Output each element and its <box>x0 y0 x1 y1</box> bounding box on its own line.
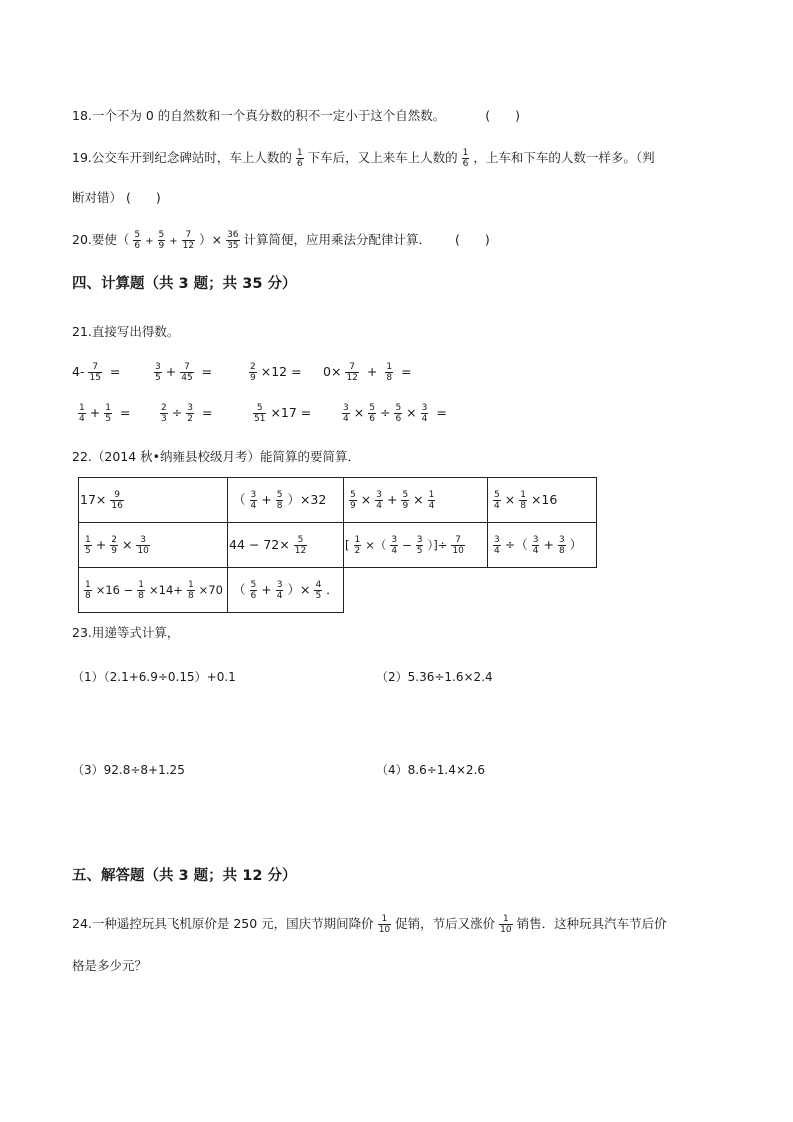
table-cell: （ $\frac{5}{6}$ + $\frac{3}{4}$ ）× $\frac{4}{5}$ ． <box>228 568 344 613</box>
calc-item: $\frac{3}{5}$ + $\frac{7}{45}$ = <box>155 362 213 383</box>
section-5-heading: 五、解答题（共 3 题；共 12 分） <box>72 868 297 884</box>
table-cell: 17× $\frac{9}{16}$ <box>79 478 228 523</box>
question-19 <box>72 148 655 169</box>
question-19-text-2: 下车后，又上来车上人数的 <box>307 150 458 165</box>
q23-item-1: （1）（2.1+6.9÷0.15）+0.1 <box>72 670 236 684</box>
empty-cell <box>344 568 488 613</box>
calc-item: $\frac{1}{4}$ + $\frac{1}{5}$ = <box>79 403 131 424</box>
question-18 <box>72 106 519 126</box>
question-20-prefix: 20.要使（ <box>72 232 130 247</box>
fraction: $\frac{36}{35}$ <box>227 230 239 251</box>
table-cell: [ $\frac{1}{2}$ ×（ $\frac{3}{4}$ − $\frac{3}{5}$ ）]÷ $\frac{7}{10}$ <box>344 523 488 568</box>
calc-item: $\frac{2}{3}$ ÷ $\frac{3}{2}$ = <box>161 403 213 424</box>
calc-item: $\frac{3}{4}$ × $\frac{5}{6}$ ÷ $\frac{5}{6}$ × $\frac{3}{4}$ = <box>343 403 447 424</box>
question-20: 20.要使（ $\frac{5}{6}$ + $\frac{5}{9}$ + $\frac{7}{12}$ ）× $\frac{36}{35}$ 计算简便，应用乘法分配律计算． ( ) <box>72 230 490 251</box>
section-4-heading: 四、计算题（共 3 题；共 35 分） <box>72 276 297 292</box>
table-cell: $\frac{1}{5}$ + $\frac{2}{9}$ × $\frac{3}{10}$ <box>79 523 228 568</box>
question-18-text: 18.一个不为 0 的自然数和一个真分数的积不一定小于这个自然数。 <box>72 108 446 123</box>
fraction: $\frac{5}{9}$ <box>158 230 165 251</box>
fraction: $\frac{5}{6}$ <box>134 230 141 251</box>
calc-item: $\frac{5}{51}$ ×17 = <box>254 403 312 424</box>
table-cell: $\frac{5}{9}$ × $\frac{3}{4}$ + $\frac{5}{9}$ × $\frac{1}{4}$ <box>344 478 488 523</box>
table-cell: $\frac{1}{8}$ ×16 − $\frac{1}{8}$ ×14+ $\frac{1}{8}$ ×70 <box>79 568 228 613</box>
calc-item: 0× $\frac{7}{12}$ + $\frac{1}{8}$ = <box>323 362 412 383</box>
fraction: $\frac{7}{12}$ <box>182 230 195 251</box>
answer-blank[interactable]: ( ) <box>485 108 521 123</box>
fraction: $\frac{1}{6}$ <box>296 148 303 169</box>
q23-item-2: （2）5.36÷1.6×2.4 <box>376 670 493 684</box>
question-23-title: 23.用递等式计算， <box>72 625 180 640</box>
question-22-title: 22.（2014 秋•纳雍县校级月考）能简算的要简算． <box>72 449 361 464</box>
calculation-table <box>78 477 597 613</box>
table-cell: $\frac{5}{4}$ × $\frac{1}{8}$ ×16 <box>488 478 597 523</box>
answer-blank[interactable]: ( ) <box>455 232 490 247</box>
q23-item-3: （3）92.8÷8+1.25 <box>72 763 185 777</box>
question-21-title: 21.直接写出得数。 <box>72 324 180 339</box>
table-cell: $\frac{3}{4}$ ÷（ $\frac{3}{4}$ + $\frac{3}{8}$ ） <box>488 523 597 568</box>
calc-item: $\frac{2}{9}$ ×12 = <box>250 362 302 383</box>
question-19-text-1: 19.公交车开到纪念碑站时，车上人数的 <box>72 150 292 165</box>
question-19-text-4: 断对错） <box>72 190 123 205</box>
table-cell: （ $\frac{3}{4}$ + $\frac{5}{8}$ ）×32 <box>228 478 344 523</box>
question-24: 24.一种遥控玩具飞机原价是 250 元，国庆节期间降价 $\frac{1}{10}$ 促销，节后又涨价 $\frac{1}{10}$ 销售．这种玩具汽车节后价 <box>72 914 667 935</box>
fraction: $\frac{1}{6}$ <box>462 148 469 169</box>
calc-item: 4- $\frac{7}{15}$ = <box>72 362 121 383</box>
answer-blank[interactable]: ( ) <box>126 190 161 205</box>
q23-item-4: （4）8.6÷1.4×2.6 <box>376 763 486 777</box>
question-19-line-2 <box>72 188 160 208</box>
table-cell: 44 − 72× $\frac{5}{12}$ <box>228 523 344 568</box>
question-19-text-3: ，上车和下车的人数一样多。（判 <box>473 150 655 165</box>
empty-cell <box>488 568 597 613</box>
question-20-suffix: 计算简便，应用乘法分配律计算． <box>243 232 432 247</box>
question-24-line-2: 格是多少元？ <box>72 958 148 973</box>
